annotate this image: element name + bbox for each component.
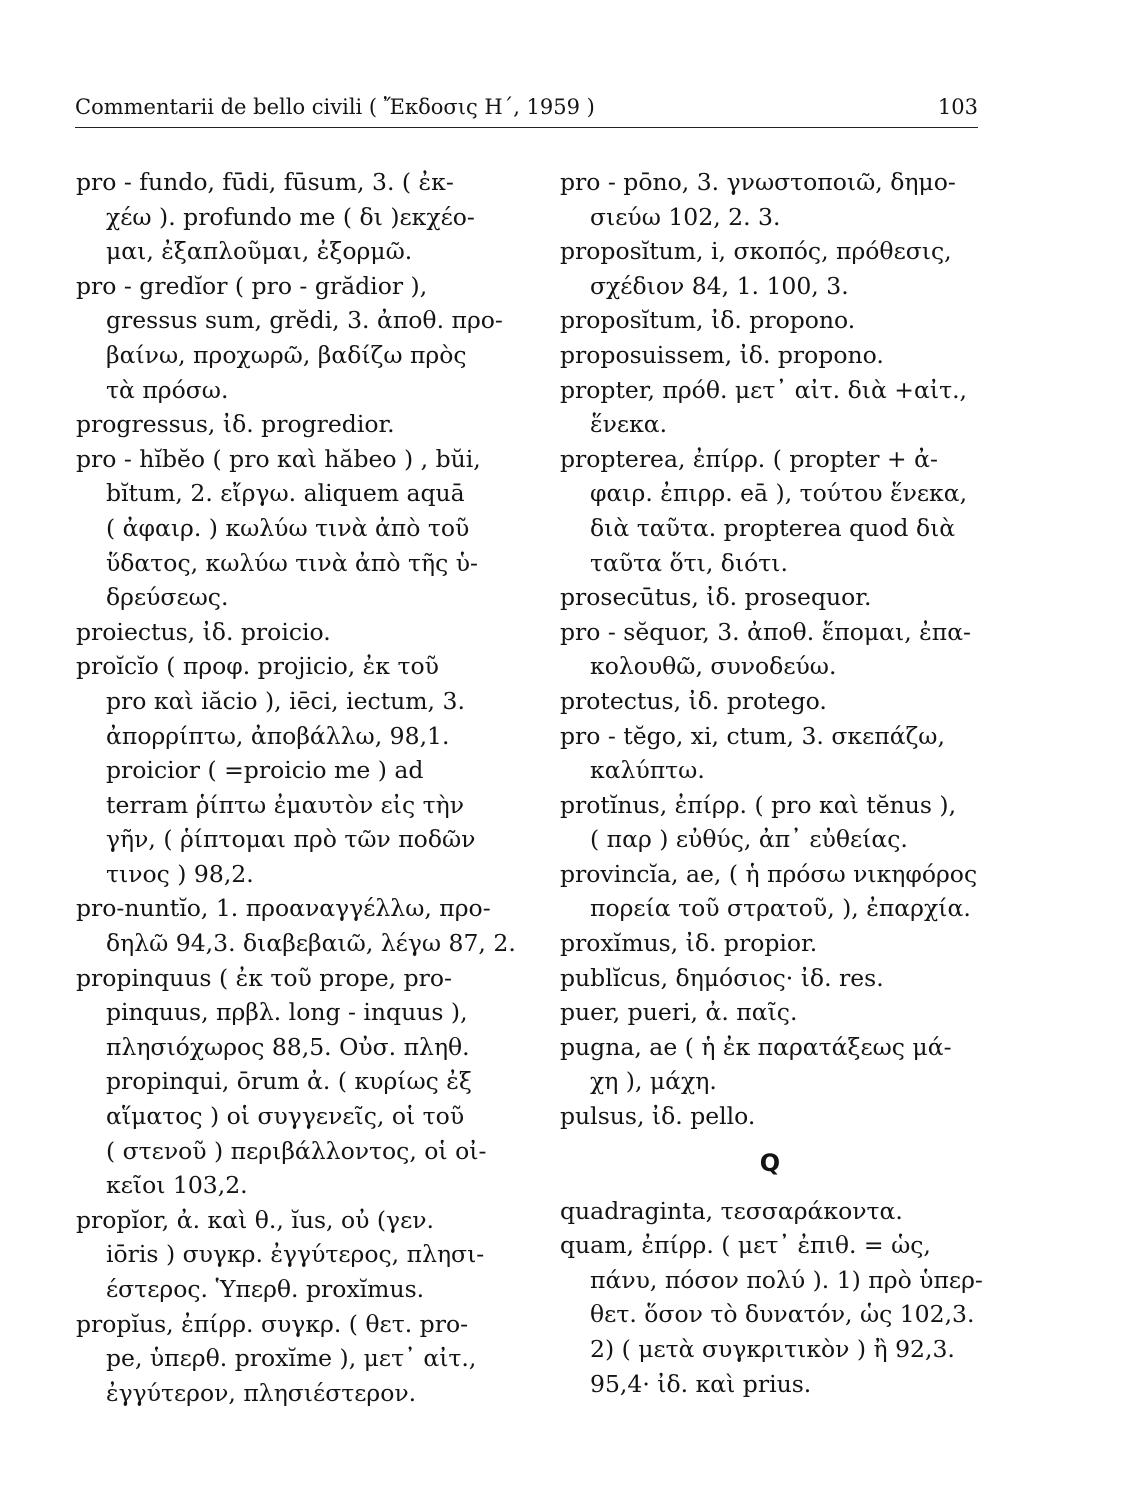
entry-line: proiectus, ἰδ. proicio. <box>76 617 331 646</box>
entry-line: propter, πρόθ. μετ᾽ αἰτ. διὰ +αἰτ., <box>560 375 968 404</box>
entry-line: proposuissem, ἰδ. propono. <box>560 340 884 369</box>
entry-line: ( παρ ) εὐθύς, ἀπ᾽ εὐθείας. <box>590 825 908 854</box>
running-head-title: Commentarii de bello civili ( Ἔκδοσις Η΄, 1959 ) <box>75 95 595 119</box>
entry-line: βαίνω, προχωρῶ, βαδίζω πρὸς <box>106 340 467 369</box>
entry-line: ἐγγύτερον, πλησιέστερον. <box>106 1378 417 1407</box>
entry-line: κολουθῶ, συνοδεύω. <box>590 652 837 681</box>
entry-line: propĭor, ἀ. καὶ θ., ĭus, οὐ (γεν. <box>76 1205 435 1234</box>
entry-line: pro - sĕquor, 3. ἀποθ. ἕπομαι, ἐπα- <box>560 617 971 646</box>
entry-line: γῆν, ( ῥίπτομαι πρὸ τῶν ποδῶν <box>106 825 476 854</box>
entry-line: proĭcĭo ( προφ. projicio, ἐκ τοῦ <box>76 652 439 681</box>
entry-line: propinquus ( ἐκ τοῦ prope, pro- <box>76 963 452 992</box>
entry-line: διὰ ταῦτα. propterea quod διὰ <box>590 513 956 542</box>
entry-line: protectus, ἰδ. protego. <box>560 686 827 715</box>
entry-line: progressus, ἰδ. progredior. <box>76 410 395 439</box>
entry-line: 95,4· ἰδ. καὶ prius. <box>590 1369 812 1398</box>
entry-line: terram ῥίπτω ἐμαυτὸν εἰς τὴν <box>106 790 465 819</box>
entry-line: πλησιόχωρος 88,5. Οὐσ. πληθ. <box>106 1032 470 1061</box>
entry-line: θετ. ὅσον τὸ δυνατόν, ὡς 102,3. <box>590 1300 975 1329</box>
entry-line: φαιρ. ἐπιρρ. eā ), τούτου ἕνεκα, <box>590 479 968 508</box>
entry-line: αἵματος ) οἱ συγγενεῖς, οἱ τοῦ <box>106 1102 465 1131</box>
entry-line: σιεύω 102, 2. 3. <box>590 202 781 231</box>
entry-line: δρεύσεως. <box>106 583 229 612</box>
entry-line: δηλῶ 94,3. διαβεβαιῶ, λέγω 87, 2. <box>106 929 516 958</box>
entry-line: ταῦτα ὅτι, διότι. <box>590 548 788 577</box>
entry-line: pro καὶ iăcio ), iēci, iectum, 3. <box>106 686 465 715</box>
entry-line: κεῖοι 103,2. <box>106 1171 248 1200</box>
entry-line: χέω ). profundo me ( δι )εκχέο- <box>106 202 475 231</box>
entry-line: publĭcus, δημόσιος· ἰδ. res. <box>560 963 884 992</box>
entry-line: πάνυ, πόσον πολύ ). 1) πρὸ ὑπερ- <box>590 1265 983 1294</box>
entry-line: quam, ἐπίρρ. ( μετ᾽ ἐπιθ. = ὡς, <box>560 1231 931 1260</box>
entry-line: proicior ( =proicio me ) ad <box>106 756 424 785</box>
entry-line: proposĭtum, i, σκοπός, πρόθεσις, <box>560 237 952 266</box>
section-letter: Q <box>759 1148 781 1177</box>
entry-line: proposĭtum, ἰδ. propono. <box>560 306 856 335</box>
entry-line: pro - pōno, 3. γνωστοποιῶ, δημο- <box>560 168 956 196</box>
entry-line: pro-nuntĭo, 1. προαναγγέλλω, προ- <box>76 894 491 923</box>
entry-line: ἕνεκα. <box>590 410 668 439</box>
entry-line: puer, pueri, ἀ. παῖς. <box>560 998 798 1027</box>
entry-line: ( ἀφαιρ. ) κωλύω τινὰ ἀπὸ τοῦ <box>106 513 470 542</box>
header-rule <box>75 127 978 128</box>
entry-line: τινος ) 98,2. <box>106 859 254 888</box>
entry-line: έστερος. Ὑπερθ. proxĭmus. <box>106 1275 425 1303</box>
entry-line: σχέδιον 84, 1. 100, 3. <box>590 271 849 300</box>
entry-line: ( στενοῦ ) περιβάλλοντος, οἱ οἰ- <box>106 1136 487 1165</box>
entry-line: iōris ) συγκρ. ἐγγύτερος, πλησι- <box>106 1240 485 1269</box>
right-column <box>560 165 983 1401</box>
entry-line: pro - gredĭor ( pro - grădior ), <box>76 271 428 300</box>
entry-line: pinquus, πρβλ. long - inquus ), <box>106 998 468 1027</box>
entry-line: pro - fundo, fūdi, fūsum, 3. ( ἐκ- <box>76 168 454 196</box>
entry-line: τὰ πρόσω. <box>106 375 229 404</box>
entry-line: pulsus, ἰδ. pello. <box>560 1102 756 1131</box>
entry-line: propinqui, ōrum ἀ. ( κυρίως ἐξ <box>106 1067 472 1096</box>
entry-line: proxĭmus, ἰδ. propior. <box>560 929 818 958</box>
entry-line: pugna, ae ( ἡ ἐκ παρατάξεως μά- <box>560 1032 952 1061</box>
entry-line: gressus sum, grĕdi, 3. ἀποθ. προ- <box>106 306 503 335</box>
entry-line: prosecūtus, ἰδ. prosequor. <box>560 583 872 612</box>
entry-line: bĭtum, 2. εἴργω. aliquem aquā <box>106 479 465 508</box>
entry-line: quadraginta, τεσσαράκοντα. <box>560 1196 903 1225</box>
entry-line: πορεία τοῦ στρατοῦ, ), ἐπαρχία. <box>590 894 971 923</box>
entry-line: protĭnus, ἐπίρρ. ( pro καὶ tĕnus ), <box>560 790 957 819</box>
page-number: 103 <box>937 95 978 119</box>
entry-line: pro - tĕgo, xi, ctum, 3. σκεπάζω, <box>560 721 945 750</box>
entry-line: propĭus, ἐπίρρ. συγκρ. ( θετ. pro- <box>76 1309 469 1338</box>
entry-line: pe, ὑπερθ. proxĭme ), μετ᾽ αἰτ., <box>106 1344 477 1373</box>
entry-line: 2) ( μετὰ συγκριτικὸν ) ἢ 92,3. <box>590 1335 955 1363</box>
entry-line: μαι, ἐξαπλοῦμαι, ἐξορμῶ. <box>106 237 413 266</box>
entry-line: ὕδατος, κωλύω τινὰ ἀπὸ τῆς ὑ- <box>106 548 478 577</box>
entry-line: καλύπτω. <box>590 756 705 785</box>
entry-line: pro - hĭbĕo ( pro καὶ hăbeo ) , bŭi, <box>76 444 481 473</box>
left-column <box>76 165 526 1410</box>
entry-line: propterea, ἐπίρρ. ( propter + ἀ- <box>560 444 938 473</box>
entry-line: χη ), μάχη. <box>590 1067 717 1096</box>
entry-line: provincĭa, ae, ( ἡ πρόσω νικηφόρος <box>560 859 978 888</box>
entry-line: ἀπορρίπτω, ἀποβάλλω, 98,1. <box>106 721 450 750</box>
